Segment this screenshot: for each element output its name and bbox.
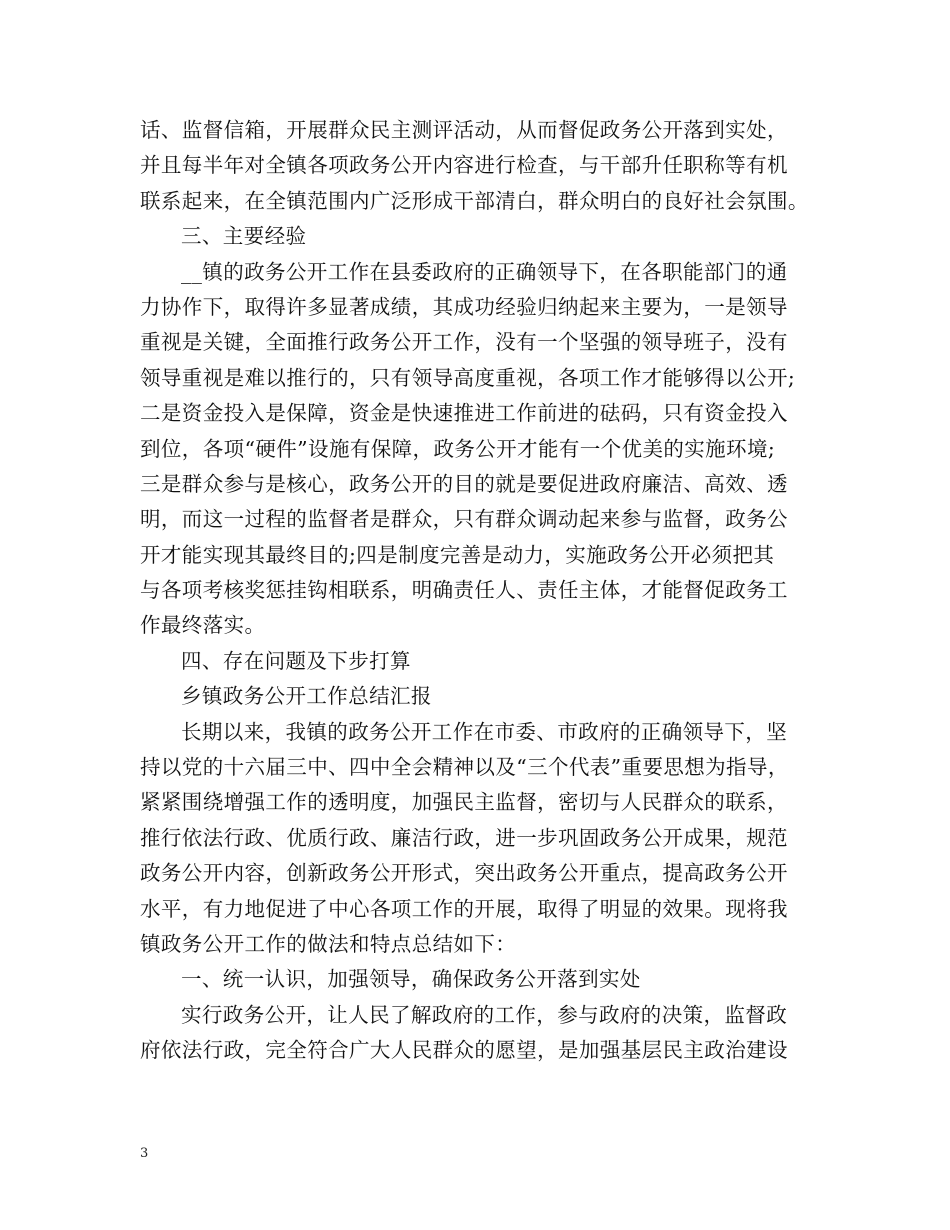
text-line: 三是群众参与是核心，政务公开的目的就是要促进政府廉洁、高效、透	[140, 471, 788, 496]
text-line: 政务公开内容，创新政务公开形式，突出政务公开重点，提高政务公开	[140, 861, 788, 886]
section-heading: 一、统一认识，加强领导，确保政务公开落到实处	[181, 967, 641, 992]
document-title: 乡镇政务公开工作总结汇报	[181, 684, 432, 709]
text-line: 话、监督信箱，开展群众民主测评活动，从而督促政务公开落到实处，	[140, 118, 788, 142]
text-line: 重视是关键，全面推行政务公开工作，没有一个坚强的领导班子，没有	[140, 330, 788, 355]
section-heading: 三、主要经验	[181, 224, 307, 249]
text-line: __镇的政务公开工作在县委政府的正确领导下，在各职能部门的通	[181, 259, 788, 284]
text-line: 与各项考核奖惩挂钩相联系，明确责任人、责任主体，才能督促政务工	[140, 578, 788, 603]
text-line: 二是资金投入是保障，资金是快速推进工作前进的砝码，只有资金投入	[140, 401, 788, 426]
text-line: 联系起来，在全镇范围内广泛形成干部清白，群众明白的良好社会氛围。	[140, 188, 809, 213]
text-line: 到位，各项“硬件”设施有保障，政务公开才能有一个优美的实施环境;	[140, 436, 776, 461]
text-line: 明，而这一过程的监督者是群众，只有群众调动起来参与监督，政务公	[140, 507, 788, 532]
text-line: 力协作下，取得许多显著成绩，其成功经验归纳起来主要为，一是领导	[140, 294, 788, 319]
page-number: 3	[140, 1146, 149, 1161]
text-line: 并且每半年对全镇各项政务公开内容进行检查，与干部升任职称等有机	[140, 153, 788, 178]
text-line: 领导重视是难以推行的，只有领导高度重视，各项工作才能够得以公开;	[140, 365, 796, 390]
section-heading: 四、存在问题及下步打算	[181, 648, 411, 673]
text-line: 镇政务公开工作的做法和特点总结如下：	[140, 931, 517, 956]
text-line: 府依法行政，完全符合广大人民群众的愿望，是加强基层民主政治建设	[140, 1038, 788, 1063]
text-line: 作最终落实。	[140, 613, 266, 638]
text-line: 推行依法行政、优质行政、廉洁行政，进一步巩固政务公开成果，规范	[140, 825, 788, 850]
text-line: 实行政务公开，让人民了解政府的工作，参与政府的决策，监督政	[181, 1002, 788, 1027]
text-line: 开才能实现其最终目的;四是制度完善是动力，实施政务公开必须把其	[140, 542, 775, 567]
text-line: 持以党的十六届三中、四中全会精神以及“三个代表”重要思想为指导，	[140, 755, 789, 780]
body-text	[140, 113, 820, 1069]
text-line: 紧紧围绕增强工作的透明度，加强民主监督，密切与人民群众的联系，	[140, 790, 788, 815]
text-line: 长期以来，我镇的政务公开工作在市委、市政府的正确领导下，坚	[181, 719, 788, 744]
text-line: 水平，有力地促进了中心各项工作的开展，取得了明显的效果。现将我	[140, 896, 788, 921]
